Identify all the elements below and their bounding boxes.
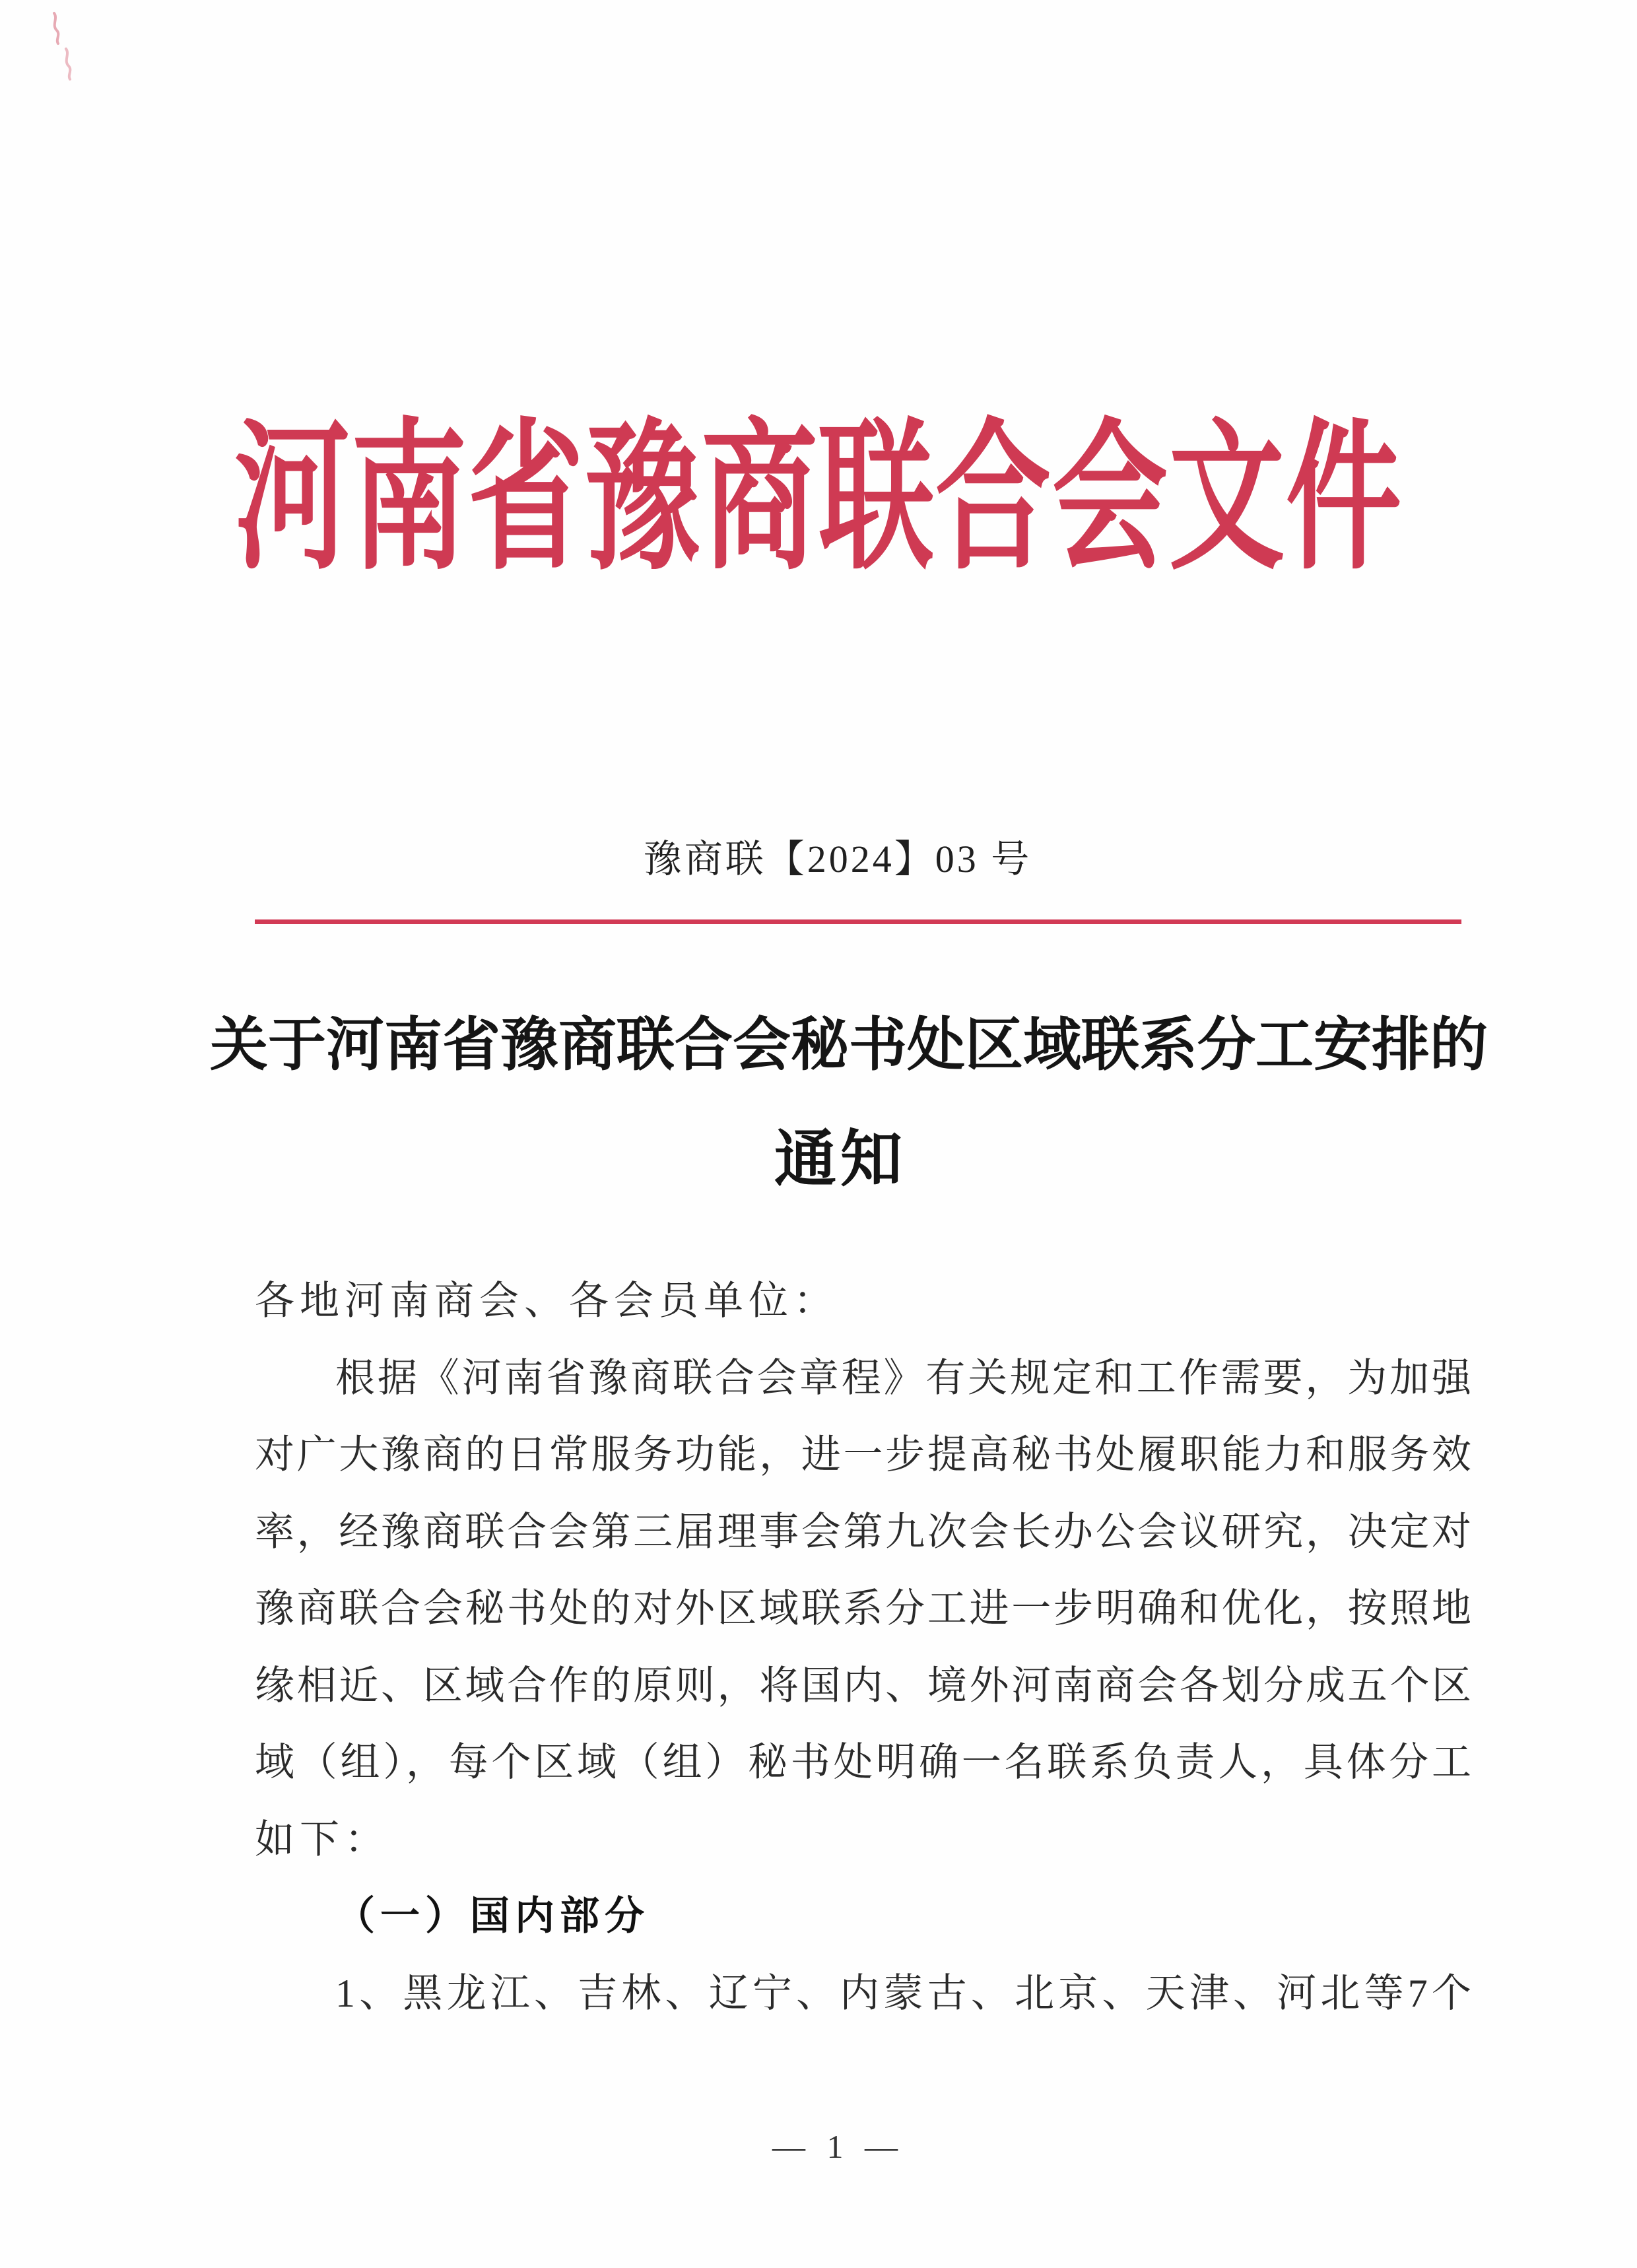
doc-title-line1: 关于河南省豫商联合会秘书处区域联系分工安排的: [210, 1014, 1488, 1078]
body-line: 1、黑龙江、吉林、辽宁、内蒙古、北京、天津、河北等7个: [335, 1971, 1471, 2015]
body-line-salutation: 各地河南商会、各会员单位：: [255, 1279, 838, 1323]
body-line: 如下：: [255, 1817, 389, 1861]
page-number: — 1 —: [772, 2128, 904, 2165]
red-separator-line: [255, 919, 1461, 924]
body-line: 域（组），每个区域（组）秘书处明确一名联系负责人，具体分工: [255, 1741, 1471, 1784]
pen-scribble-marks: [32, 5, 91, 84]
body-line: 缘相近、区域合作的原则，将国内、境外河南商会各划分成五个区: [255, 1663, 1471, 1708]
doc-title: [210, 993, 1488, 1221]
body-line: 根据《河南省豫商联合会章程》有关规定和工作需要，为加强: [335, 1356, 1471, 1400]
body-section-heading: （一）国内部分: [335, 1894, 650, 1938]
body-line: 率，经豫商联合会第三届理事会第九次会长办公会议研究，决定对: [255, 1510, 1471, 1554]
doc-title-line2: 通知: [774, 1125, 906, 1194]
org-headline: 河南省豫商联合会文件: [234, 409, 1403, 589]
doc-number: 豫商联【2024】03 号: [643, 838, 1032, 881]
body-line: 对广大豫商的日常服务功能，进一步提高秘书处履职能力和服务效: [255, 1433, 1471, 1477]
body-line: 豫商联合会秘书处的对外区域联系分工进一步明确和优化，按照地: [255, 1587, 1471, 1630]
body-text: [255, 1263, 1471, 2032]
